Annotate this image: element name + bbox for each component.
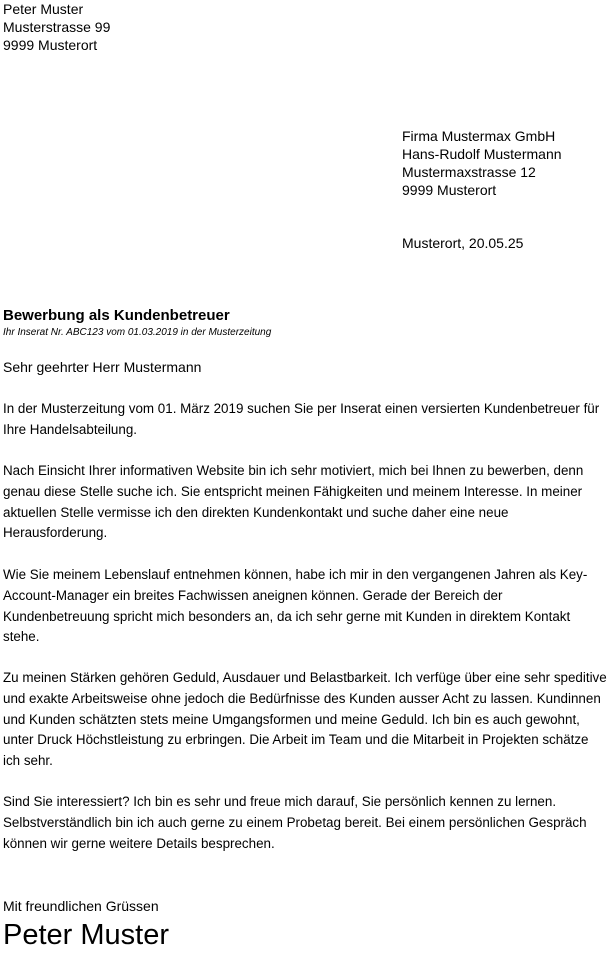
body-paragraph-2: Nach Einsicht Ihrer informativen Website bin ich sehr motiviert, mich bei Ihnen zu bewerben, denn genau diese Stelle suche ich. Sie entspricht meinen Fähigkeiten und meinem Interesse. In meiner aktuellen Stelle vermisse ich den direkten Kundenkontakt und suche daher eine neue Herausforderung. — [3, 463, 584, 541]
body-paragraph-3: Wie Sie meinem Lebenslauf entnehmen können, habe ich mir in den vergangenen Jahren als Key-Account-Manager ein breites Fachwissen aneignen können. Gerade der Bereich der Kundenbetreuung spricht mich besonders an, da ich sehr gerne mit Kunden in direktem Kontakt stehe. — [3, 567, 588, 645]
salutation: Sehr geehrter Herr Mustermann — [3, 359, 202, 375]
body-paragraph-1: In der Musterzeitung vom 01. März 2019 suchen Sie per Inserat einen versierten Kundenbetreuer für Ihre Handelsabteilung. — [3, 401, 600, 437]
date-line: Musterort, 20.05.25 — [402, 235, 524, 251]
recipient-company: Firma Mustermax GmbH — [402, 128, 556, 144]
signature-name: Peter Muster — [3, 919, 169, 951]
closing-line: Mit freundlichen Grüssen — [3, 898, 159, 914]
sender-name: Peter Muster — [3, 1, 84, 17]
recipient-city: 9999 Musterort — [402, 182, 497, 198]
recipient-address — [402, 127, 562, 199]
body-paragraph-4: Zu meinen Stärken gehören Geduld, Ausdauer und Belastbarkeit. Ich verfüge über eine sehr speditive und exakte Arbeitsweise ohne jedoch die Bedürfnisse des Kunden ausser Acht zu lassen. Kundinnen und Kunden schätzten stets meine Umgangsformen und meine Geduld. Ich bin es auch gewohnt, unter Druck Höchstleistung zu erbringen. Die Arbeit im Team und die Mitarbeit in Projekten schätze ich sehr. — [3, 670, 607, 769]
body-paragraph-5: Sind Sie interessiert? Ich bin es sehr und freue mich darauf, Sie persönlich kennen zu lernen. Selbstverständlich bin ich auch gerne zu einem Probetag bereit. Bei einem persönlichen Gespräch können wir gerne weitere Details besprechen. — [3, 794, 587, 851]
sender-street: Musterstrasse 99 — [3, 19, 111, 35]
sender-city: 9999 Musterort — [3, 37, 98, 53]
recipient-street: Mustermaxstrasse 12 — [402, 164, 536, 180]
subject-heading: Bewerbung als Kundenbetreuer — [3, 307, 230, 324]
recipient-contact: Hans-Rudolf Mustermann — [402, 146, 562, 162]
reference-line: Ihr Inserat Nr. ABC123 vom 01.03.2019 in der Musterzeitung — [3, 327, 272, 338]
sender-address — [3, 0, 110, 54]
